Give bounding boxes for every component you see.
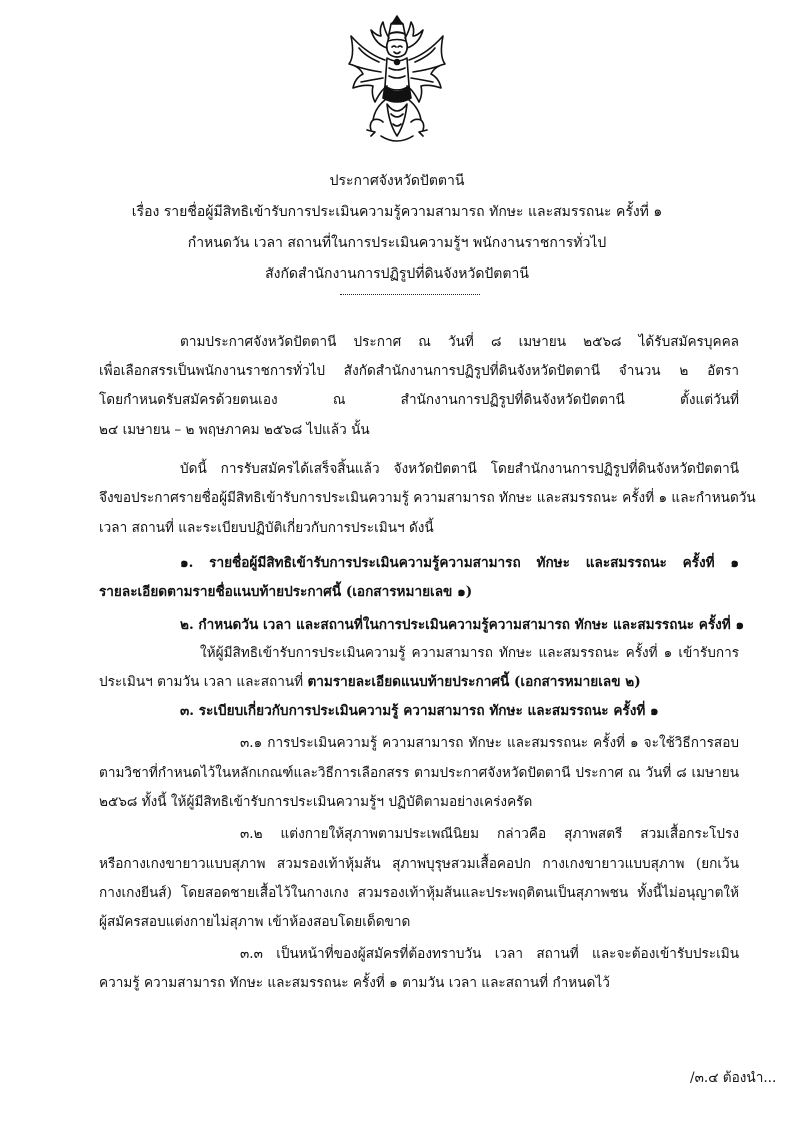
subject-line-2: กำหนดวัน เวลา สถานที่ในการประเมินความรู้ฯ พนักงานราชการทั่วไป — [187, 235, 607, 251]
paragraph-2-line-1: บัดนี้ การรับสมัครได้เสร็จสิ้นแล้ว จังหวัดปัตตานี โดยสำนักงานการปฏิรูปที่ดินจังหวัดปัตตานี — [180, 461, 739, 477]
item-3-1-line-1: ๓.๑ การประเมินความรู้ ความสามารถ ทักษะ และสมรรถนะ ครั้งที่ ๑ จะใช้วิธีการสอบ — [240, 735, 739, 751]
paragraph-2-line-2: จึงขอประกาศรายชื่อผู้มีสิทธิเข้ารับการประเมินความรู้ ความสามารถ ทักษะ และสมรรถนะ ครั้งที่ ๑ และกำหนดวัน — [99, 490, 756, 506]
section-2-line-2-bold: ตามรายละเอียดแนบท้ายประกาศนี้ (เอกสารหมายเลข ๒) — [307, 674, 641, 690]
item-3-2-line-2: หรือกางเกงขายาวแบบสุภาพ สวมรองเท้าหุ้มส้น สุภาพบุรุษสวมเสื้อคอปก กางเกงขายาวแบบสุภาพ (ยกเว้น — [99, 856, 739, 872]
item-3-2-line-1: ๓.๒ แต่งกายให้สุภาพตามประเพณีนิยม กล่าวคือ สุภาพสตรี สวมเสื้อกระโปรง — [240, 826, 739, 842]
paragraph-1-line-1: ตามประกาศจังหวัดปัตตานี ประกาศ ณ วันที่ ๘ เมษายน ๒๕๖๘ ได้รับสมัครบุคคล — [180, 334, 739, 350]
paragraph-1-line-3: โดยกำหนดรับสมัครด้วยตนเอง ณ สำนักงานการปฏิรูปที่ดินจังหวัดปัตตานี ตั้งแต่วันที่ — [99, 392, 739, 408]
section-3-title: ๓. ระเบียบเกี่ยวกับการประเมินความรู้ ความสามารถ ทักษะ และสมรรถนะ ครั้งที่ ๑ — [180, 703, 659, 719]
item-3-2-line-3: กางเกงยีนส์) โดยสอดชายเสื้อไว้ในกางเกง สวมรองเท้าหุ้มส้นและประพฤติตนเป็นสุภาพชน ทั้งนี้ไม่อนุญาตให้ — [99, 885, 739, 901]
paragraph-1-line-4: ๒๔ เมษายน – ๒ พฤษภาคม ๒๕๖๘ ไปแล้ว นั้น — [99, 422, 370, 438]
paragraph-1-line-2: เพื่อเลือกสรรเป็นพนักงานราชการทั่วไป สังกัดสำนักงานการปฏิรูปที่ดินจังหวัดปัตตานี จำนวน ๒ อัตรา — [99, 363, 739, 379]
section-2-line-2 — [99, 670, 641, 692]
item-3-1-line-3: ๒๕๖๘ ทั้งนี้ ให้ผู้มีสิทธิเข้ารับการประเมินความรู้ฯ ปฏิบัติตามอย่างเคร่งครัด — [99, 794, 533, 810]
subject-line-3: สังกัดสำนักงานการปฏิรูปที่ดินจังหวัดปัตตานี — [265, 266, 529, 282]
section-2-line-1: ให้ผู้มีสิทธิเข้ารับการประเมินความรู้ ความสามารถ ทักษะ และสมรรถนะ ครั้งที่ ๑ เข้ารับการ — [200, 645, 739, 661]
item-3-2-line-4: ผู้สมัครสอบแต่งกายไม่สุภาพ เข้าห้องสอบโดยเด็ดขาด — [99, 914, 411, 930]
garuda-emblem — [345, 14, 449, 146]
item-3-1-line-2: ตามวิชาที่กำหนดไว้ในหลักเกณฑ์และวิธีการเลือกสรร ตามประกาศจังหวัดปัตตานี ประกาศ ณ วันที่ ๘ เมษายน — [99, 765, 739, 781]
section-1-line-2: รายละเอียดตามรายชื่อแนบท้ายประกาศนี้ (เอกสารหมายเลข ๑) — [99, 584, 473, 600]
subject-line-1: เรื่อง รายชื่อผู้มีสิทธิเข้ารับการประเมินความรู้ความสามารถ ทักษะ และสมรรถนะ ครั้งที่ ๑ — [131, 204, 663, 220]
separator-dots — [340, 294, 480, 295]
section-2-line-2-text: ประเมินฯ ตามวัน เวลา และสถานที่ — [99, 674, 308, 690]
item-3-3-line-1: ๓.๓ เป็นหน้าที่ของผู้สมัครที่ต้องทราบวัน เวลา สถานที่ และจะต้องเข้ารับประเมิน — [240, 946, 739, 962]
announcement-title: ประกาศจังหวัดปัตตานี — [329, 173, 465, 189]
page-continuation: /๓.๔ ต้องนำ... — [690, 1070, 777, 1086]
paragraph-2-line-3: เวลา สถานที่ และระเบียบปฏิบัติเกี่ยวกับการประเมินฯ ดังนี้ — [99, 520, 434, 536]
item-3-3-line-2: ความรู้ ความสามารถ ทักษะ และสมรรถนะ ครั้งที่ ๑ ตามวัน เวลา และสถานที่ กำหนดไว้ — [99, 975, 610, 991]
section-1-line-1: ๑. รายชื่อผู้มีสิทธิเข้ารับการประเมินความรู้ความสามารถ ทักษะ และสมรรถนะ ครั้งที่ ๑ — [180, 555, 739, 571]
section-2-title: ๒. กำหนดวัน เวลา และสถานที่ในการประเมินความรู้ความสามารถ ทักษะ และสมรรถนะ ครั้งที่ ๑ — [180, 617, 745, 633]
